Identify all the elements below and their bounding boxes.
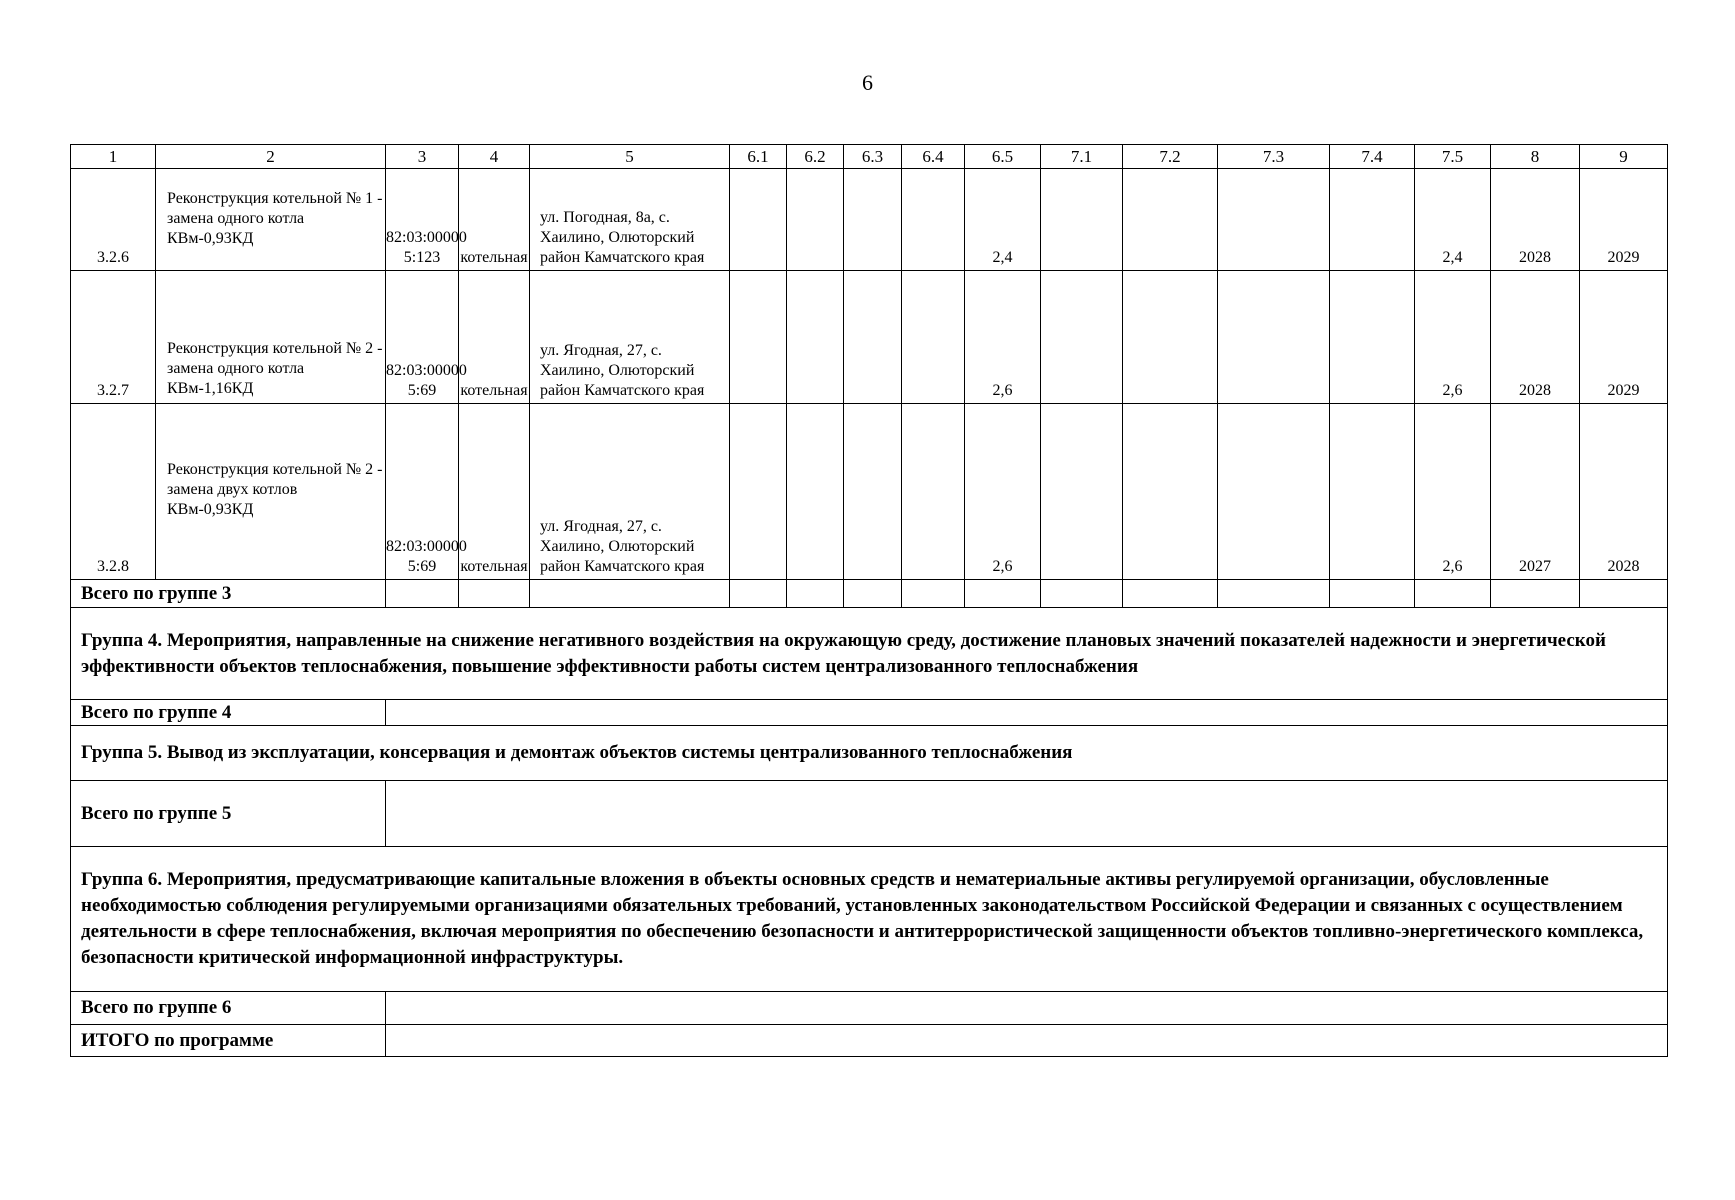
row-number: 3.2.6 [71, 169, 156, 271]
end-year: 2028 [1580, 404, 1668, 580]
object-address: ул. Ягодная, 27, с. Хаилино, Олюторский район Камчатского края [530, 404, 730, 580]
start-year: 2028 [1491, 271, 1580, 404]
value-7-5: 2,6 [1415, 404, 1491, 580]
measure-name: Реконструкция котельной № 2 - замена двух котлов КВм-0,93КД [156, 404, 386, 580]
value-6-5: 2,4 [965, 169, 1041, 271]
total-label: Всего по группе 6 [71, 992, 386, 1025]
object-type: котельная [459, 271, 530, 404]
program-table [70, 144, 1668, 1057]
total-row-group-4 [71, 700, 1668, 726]
object-type: котельная [459, 169, 530, 271]
value-6-5: 2,6 [965, 271, 1041, 404]
value-7-5: 2,4 [1415, 169, 1491, 271]
group-4-heading-row [71, 608, 1668, 700]
group-5-heading-row [71, 726, 1668, 781]
col-header: 6.2 [787, 145, 844, 169]
col-header: 4 [459, 145, 530, 169]
program-total-label: ИТОГО по программе [71, 1025, 386, 1057]
cadastre-number: 82:03:00000 5:69 [386, 271, 459, 404]
col-header: 9 [1580, 145, 1668, 169]
start-year: 2027 [1491, 404, 1580, 580]
cadastre-number: 82:03:00000 5:123 [386, 169, 459, 271]
measure-name: Реконструкция котельной № 2 - замена одного котла КВм-1,16КД [156, 271, 386, 404]
object-address: ул. Ягодная, 27, с. Хаилино, Олюторский район Камчатского края [530, 271, 730, 404]
total-value [386, 700, 1668, 726]
col-header: 7.4 [1330, 145, 1415, 169]
col-header: 6.5 [965, 145, 1041, 169]
table-row [71, 271, 1668, 404]
cadastre-number: 82:03:00000 5:69 [386, 404, 459, 580]
measure-name: Реконструкция котельной № 1 - замена одного котла КВм-0,93КД [156, 169, 386, 271]
group-6-heading-row [71, 847, 1668, 992]
total-row-group-3 [71, 580, 1668, 608]
col-header: 6.3 [844, 145, 902, 169]
col-header: 1 [71, 145, 156, 169]
row-number: 3.2.7 [71, 271, 156, 404]
total-label: Всего по группе 3 [71, 580, 386, 608]
page-number: 6 [862, 70, 873, 95]
total-label: Всего по группе 5 [71, 781, 386, 847]
col-header: 7.5 [1415, 145, 1491, 169]
program-total-row [71, 1025, 1668, 1057]
object-type: котельная [459, 404, 530, 580]
start-year: 2028 [1491, 169, 1580, 271]
end-year: 2029 [1580, 169, 1668, 271]
col-header: 3 [386, 145, 459, 169]
group-heading: Группа 6. Мероприятия, предусматривающие капитальные вложения в объекты основных средств и нематериальные активы регулируемой организации, обусловленные необходимостью соблюдения регулируемыми организациями обязательных требований, установленных законодательством Российской Федерации и связанных с осуществлением деятельности в сфере теплоснабжения, включая мероприятия по обеспечению безопасности и антитеррористической защищенности объектов топливно-энергетического комплекса, безопасности критической информационной инфраструктуры. [71, 847, 1668, 992]
total-label: Всего по группе 4 [71, 700, 386, 726]
col-header: 2 [156, 145, 386, 169]
total-value [386, 992, 1668, 1025]
object-address: ул. Погодная, 8а, с. Хаилино, Олюторский район Камчатского края [530, 169, 730, 271]
col-header: 8 [1491, 145, 1580, 169]
group-heading: Группа 4. Мероприятия, направленные на снижение негативного воздействия на окружающую среду, достижение плановых значений показателей надежности и энергетической эффективности объектов теплоснабжения, повышение эффективности работы систем централизованного теплоснабжения [71, 608, 1668, 700]
col-header: 6.4 [902, 145, 965, 169]
col-header: 5 [530, 145, 730, 169]
column-number-header [71, 145, 1668, 169]
col-header: 6.1 [730, 145, 787, 169]
total-row-group-6 [71, 992, 1668, 1025]
col-header: 7.3 [1218, 145, 1330, 169]
row-number: 3.2.8 [71, 404, 156, 580]
table-row [71, 404, 1668, 580]
program-total-value [386, 1025, 1668, 1057]
group-heading: Группа 5. Вывод из эксплуатации, консервация и демонтаж объектов системы централизованного теплоснабжения [71, 726, 1668, 781]
total-value [386, 781, 1668, 847]
value-6-5: 2,6 [965, 404, 1041, 580]
table-row [71, 169, 1668, 271]
value-7-5: 2,6 [1415, 271, 1491, 404]
col-header: 7.1 [1041, 145, 1123, 169]
end-year: 2029 [1580, 271, 1668, 404]
col-header: 7.2 [1123, 145, 1218, 169]
total-row-group-5 [71, 781, 1668, 847]
